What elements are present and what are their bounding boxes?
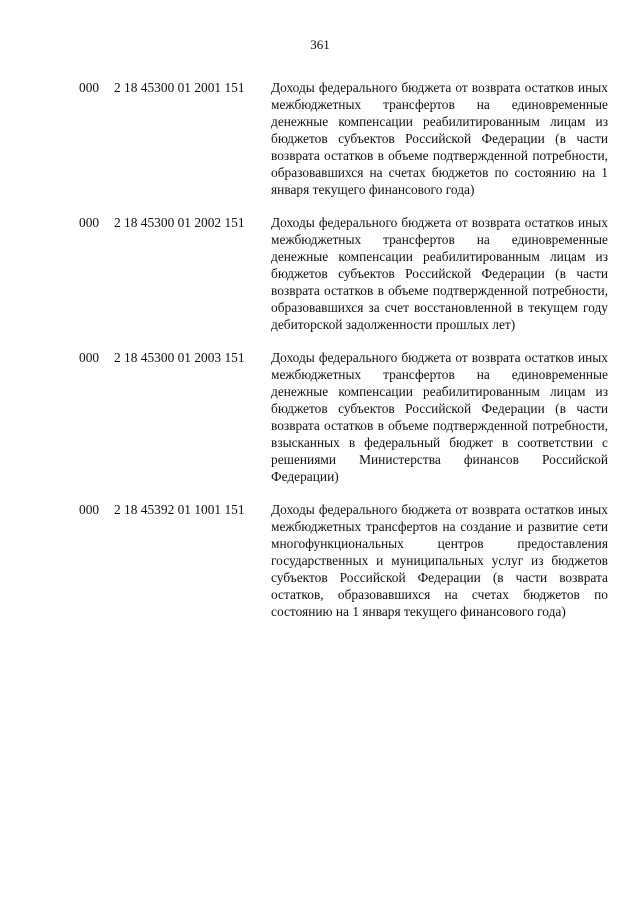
budget-classification-code: 2 18 45300 01 2001 151 [114, 80, 245, 95]
administrator-code: 000 [79, 215, 100, 230]
income-description: Доходы федерального бюджета от возврата остатков иных межбюджетных трансфертов на единовременные денежные компенсации реабилитированным лицам из бюджетов субъектов Российской Федерации (в части возврата остатков в объеме подтвержденной потребности, взысканных в федеральный бюджет в соответствии с решениями Министерства финансов Российской Федерации) [271, 350, 608, 484]
list-item [0, 501, 640, 620]
budget-classification-code: 2 18 45300 01 2003 151 [114, 350, 245, 365]
administrator-code: 000 [79, 350, 100, 365]
budget-classification-code: 2 18 45392 01 1001 151 [114, 502, 245, 517]
income-description: Доходы федерального бюджета от возврата остатков иных межбюджетных трансфертов на единовременные денежные компенсации реабилитированным лицам из бюджетов субъектов Российской Федерации (в части возврата остатков в объеме подтвержденной потребности, образовавшихся за счет восстановленной в текущем году дебиторской задолженности прошлых лет) [271, 215, 608, 332]
administrator-code: 000 [79, 502, 100, 517]
budget-classification-list [0, 79, 640, 636]
page-number: 361 [310, 37, 330, 52]
income-description: Доходы федерального бюджета от возврата остатков иных межбюджетных трансфертов на создание и развитие сети многофункциональных центров предоставления государственных и муниципальных услуг из бюджетов субъектов Российской Федерации (в части возврата остатков, образовавшихся на счетах бюджетов по состоянию на 1 января текущего финансового года) [271, 502, 608, 619]
administrator-code: 000 [79, 80, 100, 95]
list-item [0, 79, 640, 198]
list-item [0, 214, 640, 333]
income-description: Доходы федерального бюджета от возврата остатков иных межбюджетных трансфертов на единовременные денежные компенсации реабилитированным лицам из бюджетов субъектов Российской Федерации (в части возврата остатков в объеме подтвержденной потребности, образовавшихся на счетах бюджетов по состоянию на 1 января текущего финансового года) [271, 80, 608, 197]
list-item [0, 349, 640, 485]
budget-classification-code: 2 18 45300 01 2002 151 [114, 215, 245, 230]
